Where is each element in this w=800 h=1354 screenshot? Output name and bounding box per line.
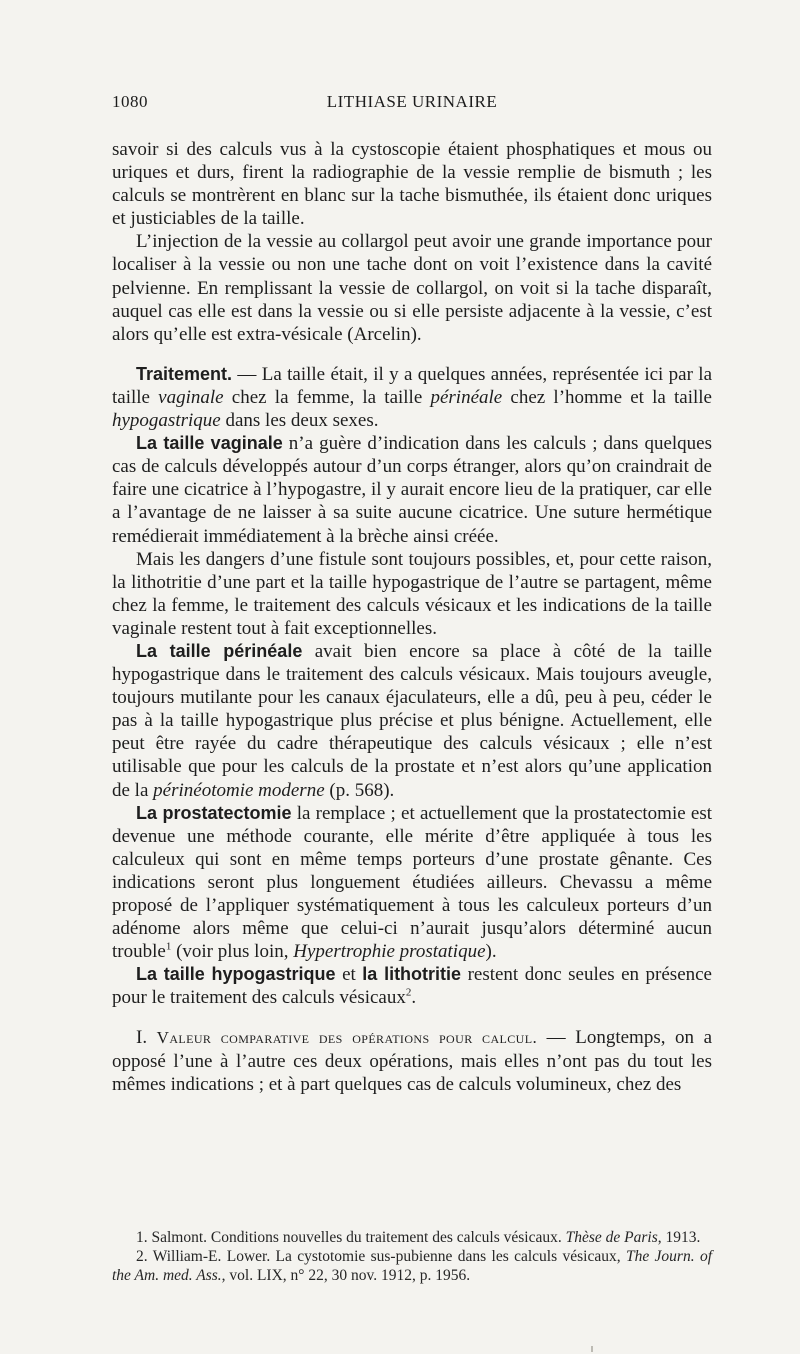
paragraph-5: Mais les dangers d’une fistule sont toujours possibles, et, pour cette raison, la lithotritie d’une part et la taille hypogastrique de l’autre se partagent, même chez la femme, le traitement des calculs vésicaux et les indications de la taille vaginale restent tout à fait exceptionnelles. — [112, 548, 712, 639]
paragraph-2: L’injection de la vessie au collargol peut avoir une grande importance pour localiser à la vessie ou non une tache dont on voit l’existence dans la cavité pelvienne. En remplissant la vessie de collargol, on voit si la tache disparaît, auquel cas elle est dans la vessie ou si elle persiste adjacente à la vessie, c’est alors qu’elle est extra-vésicale (Arcelin). — [112, 231, 712, 345]
text-run: — Longtemps, on a opposé l’une à l’autre ces deux opérations, mais elles n’ont pas du tout les mêmes indications ; et à part quelques cas de calculs volumineux, chez des — [112, 1027, 713, 1095]
page-number: 1080 — [112, 92, 148, 111]
italic-run: Hypertrophie prostatique — [293, 941, 486, 963]
footnotes — [112, 1228, 712, 1285]
text-run: , 1913. — [657, 1229, 701, 1246]
text-run: 1. Salmont. Conditions nouvelles du traitement des calculs vésicaux. — [136, 1229, 566, 1246]
term-taille-hypogastrique: La taille hypogastrique — [136, 964, 336, 985]
paragraph-8 — [112, 963, 712, 1009]
footnote-ref-2[interactable]: 2 — [405, 987, 412, 1000]
text-run: chez la femme, la taille — [223, 386, 431, 408]
italic-run: The Journ. of the Am. med. Ass. — [112, 1248, 713, 1284]
section-number: I. — [136, 1027, 148, 1049]
italic-run: hypogastrique — [112, 410, 221, 432]
italic-run: vaginale — [158, 386, 224, 408]
text-run: et — [335, 964, 363, 986]
italic-run: Thèse de Paris — [565, 1229, 658, 1246]
text-run: n’a guère d’indication dans les calculs ; dans quelques cas de calculs développés autour d’un corps étranger, alors qu’on craindrait de faire une cicatrice à l’hypogastre, il y aurait encore lieu de la pratiquer, car elle a l’avantage de ne laisser à sa suite aucune cicatrice. Une suture hermétique remédierait immédiatement à la brèche ainsi créée. — [112, 433, 713, 547]
footnote-1 — [112, 1228, 712, 1247]
italic-run: périnéotomie moderne — [153, 779, 325, 801]
paragraph-3 — [112, 363, 712, 432]
footnote-ref-1[interactable]: 1 — [165, 940, 172, 953]
text-run: — La taille était, il y a quelques années, représentée ici par la taille — [112, 363, 712, 408]
paragraph-1: savoir si des calculs vus à la cystoscopie étaient phosphatiques et mous ou uriques et durs, firent la radiographie de la vessie remplie de bismuth ; les calculs se montrèrent en blanc sur la tache bismuthée, ils étaient donc uriques et justiciables de la taille. — [112, 139, 712, 230]
text-run: . — [411, 987, 417, 1009]
text-run: ). — [485, 941, 497, 963]
term-taille-perineale: La taille périnéale — [136, 640, 303, 661]
text-run: restent donc seules en présence pour le traitement des calculs vésicaux — [112, 964, 712, 1009]
term-lithotritie: la lithotritie — [362, 964, 462, 985]
text-run: chez l’homme et la taille — [502, 386, 712, 408]
running-title: LITHIASE URINAIRE — [326, 92, 498, 111]
text-run: dans les deux sexes. — [220, 410, 379, 432]
subsection-heading: Valeur comparative des opérations pour calcul. — [156, 1028, 538, 1048]
section-heading-traitement: Traitement. — [136, 363, 233, 384]
paragraph-6 — [112, 640, 712, 802]
text-run: 2. William-E. Lower. La cystotomie sus-pubienne dans les calculs vésicaux, — [136, 1248, 626, 1265]
paragraph-9 — [112, 1026, 712, 1095]
term-taille-vaginale: La taille vaginale — [136, 433, 283, 454]
text-run: (p. 568). — [324, 779, 395, 801]
text-run: , vol. LIX, n° 22, 30 nov. 1912, p. 1956. — [221, 1267, 471, 1284]
paragraph-4 — [112, 432, 712, 547]
term-prostatectomie: La prostatectomie — [136, 802, 292, 823]
footnote-2 — [112, 1247, 712, 1285]
text-run: (voir plus loin, — [171, 941, 294, 963]
text-run: avait bien encore sa place à côté de la taille hypogastrique dans le traitement des calculs vésicaux. Mais toujours aveugle, toujours mutilante pour les canaux éjaculateurs, elle a dû, peu à peu, céder le pas à la taille hypogastrique plus précise et plus bénigne. Actuellement, elle peut être rayée du cadre thérapeutique des calculs vésicaux ; elle n’est utilisable que pour les calculs de la prostate et n’est alors qu’une application de la — [112, 640, 712, 801]
italic-run: périnéale — [430, 386, 503, 408]
scan-speck — [591, 1346, 593, 1352]
paragraph-7 — [112, 802, 712, 964]
page-header — [112, 92, 712, 116]
body-text — [112, 138, 712, 1096]
text-run: la remplace ; et actuellement que la prostatectomie est devenue une méthode courante, elle mérite d’être appliquée à tous les calculeux qui sont en même temps porteurs d’une prostate gênante. Ces indications seront plus longuement étudiées ailleurs. Chevassu a même proposé de l’appliquer systématiquement à tous les calculeux porteurs d’un adénome alors même que celui-ci n’aurait jusqu’alors déterminé aucun trouble — [112, 802, 712, 963]
